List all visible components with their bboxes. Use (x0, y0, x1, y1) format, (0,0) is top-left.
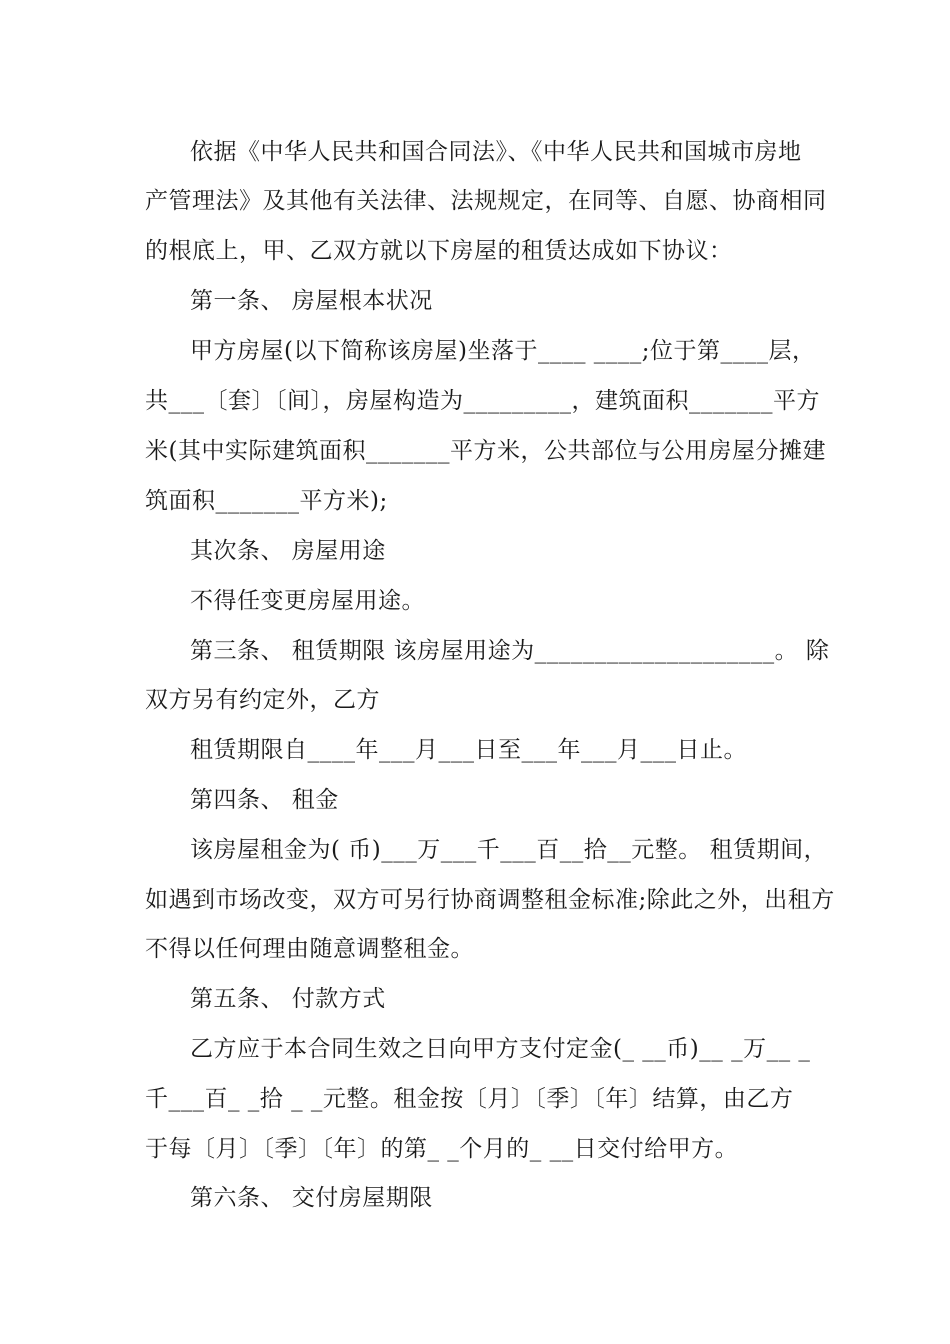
section-heading: 第一条、 房屋根本状况 (190, 288, 433, 314)
text-line: 的根底上，甲、乙双方就以下房屋的租赁达成如下协议： (145, 238, 733, 264)
text-line: 产管理法》及其他有关法律、法规规定，在同等、自愿、协商相同 (145, 188, 827, 214)
text-line: 不得以任何理由随意调整租金。 (145, 936, 474, 962)
text-line: 不得任变更房屋用途。 (190, 588, 425, 614)
section-heading: 其次条、 房屋用途 (190, 538, 386, 564)
text-line: 如遇到市场改变，双方可另行协商调整租金标准;除此之外，出租方 (145, 887, 835, 913)
text-line: 筑面积_______平方米); (145, 488, 388, 514)
text-line: 该房屋租金为( 币)___万___千___百__拾__元整。 租赁期间， (190, 837, 828, 863)
text-line: 依据《中华人民共和国合同法》、《中华人民共和国城市房地 (190, 139, 802, 165)
section-heading: 第五条、 付款方式 (190, 986, 386, 1012)
text-line: 乙方应于本合同生效之日向甲方支付定金(_ __币)__ _万__ _ (190, 1036, 811, 1062)
text-line: 租赁期限自____年___月___日至___年___月___日止。 (190, 737, 747, 763)
text-line: 米(其中实际建筑面积_______平方米，公共部位与公用房屋分摊建 (145, 438, 826, 464)
section-heading: 第六条、 交付房屋期限 (190, 1185, 433, 1211)
text-line: 于每〔月〕〔季〕〔年〕的第_ _个月的_ __日交付给甲方。 (145, 1136, 739, 1162)
text-line: 双方另有约定外，乙方 (145, 687, 380, 713)
section-heading: 第三条、 租赁期限 该房屋用途为____________________。 除 (190, 638, 830, 664)
text-line: 共___〔套〕〔间〕，房屋构造为_________，建筑面积_______平方 (145, 388, 820, 414)
text-line: 甲方房屋(以下简称该房屋)坐落于____ ____;位于第____层， (190, 338, 816, 364)
text-line: 千___百_ _拾 _ _元整。租金按〔月〕〔季〕〔年〕结算，由乙方 (145, 1086, 794, 1112)
section-heading: 第四条、 租金 (190, 787, 339, 813)
